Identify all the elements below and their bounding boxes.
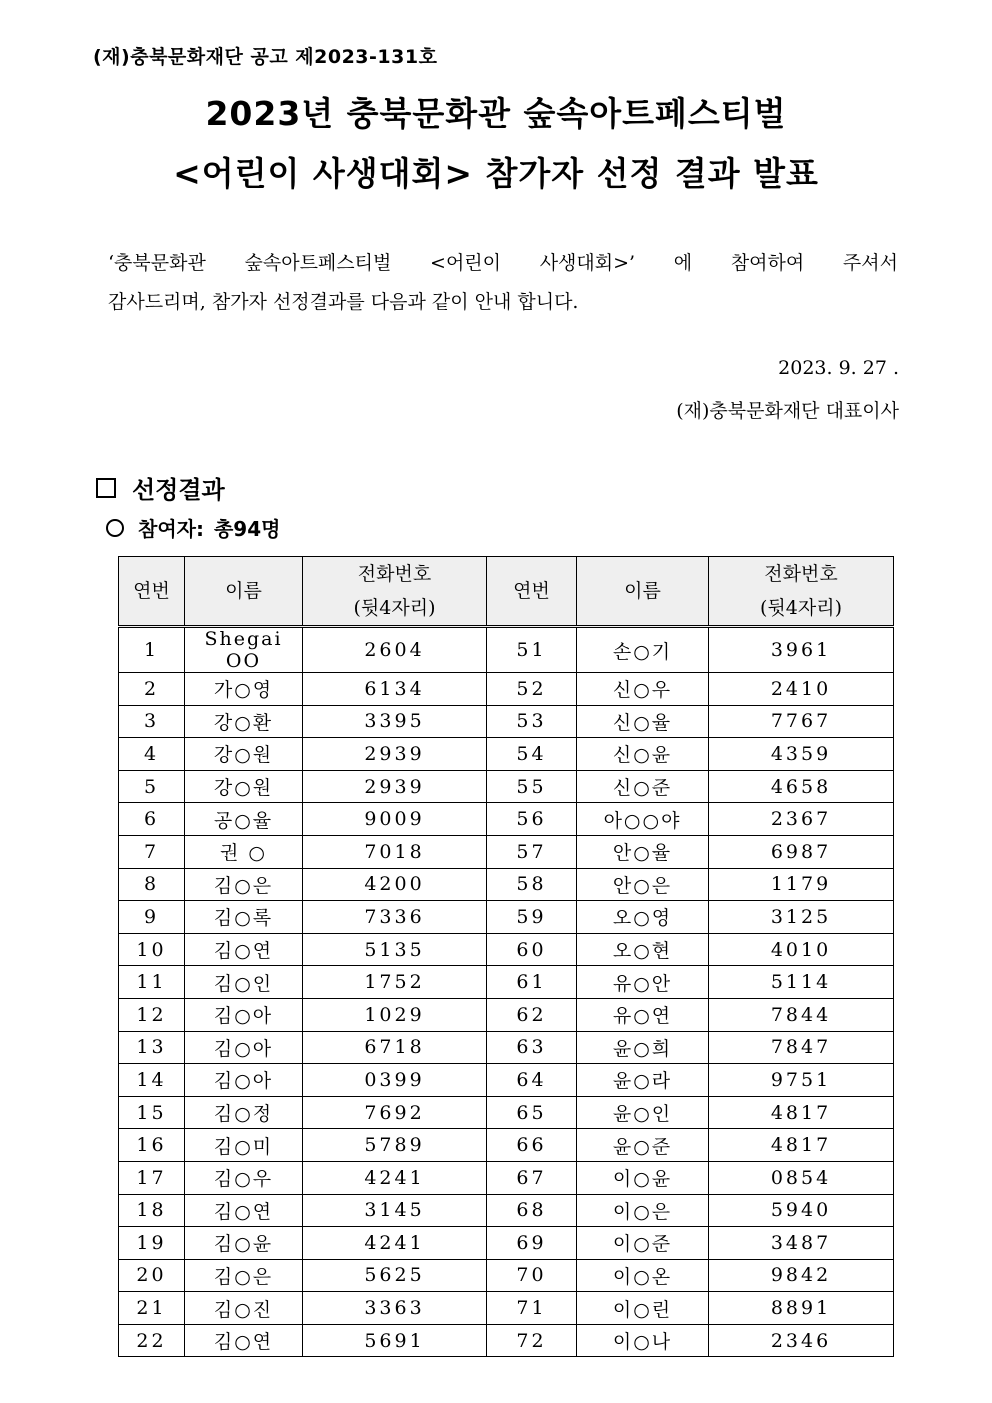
cell-phone: 5789 <box>303 1129 487 1162</box>
cell-name: 안○율 <box>577 835 709 868</box>
cell-phone: 5691 <box>303 1324 487 1357</box>
cell-name: 윤○인 <box>577 1096 709 1129</box>
cell-phone: 7844 <box>709 998 894 1031</box>
table-row <box>119 998 894 1031</box>
intro-paragraph-line-2: 감사드리며, 참가자 선정결과를 다음과 같이 안내 합니다. <box>108 291 579 313</box>
table-row <box>119 1161 894 1194</box>
cell-phone: 0399 <box>303 1064 487 1097</box>
header-phone-left <box>303 557 487 627</box>
results-table <box>118 556 894 1357</box>
cell-phone: 9842 <box>709 1259 894 1292</box>
cell-name: 유○안 <box>577 966 709 999</box>
page-title-line-2: <어린이 사생대회> 참가자 선정 결과 발표 <box>173 154 819 193</box>
table-row <box>119 627 894 673</box>
cell-name: 이○온 <box>577 1259 709 1292</box>
cell-no: 21 <box>119 1292 185 1325</box>
table-row <box>119 1324 894 1357</box>
cell-no: 16 <box>119 1129 185 1162</box>
cell-phone: 3145 <box>303 1194 487 1227</box>
page-title-line-1: 2023년 충북문화관 숲속아트페스티벌 <box>205 94 787 133</box>
cell-name: 김○은 <box>185 1259 303 1292</box>
cell-name: 신○준 <box>577 770 709 803</box>
cell-phone: 4658 <box>709 770 894 803</box>
cell-name: 안○은 <box>577 868 709 901</box>
cell-no: 10 <box>119 933 185 966</box>
cell-no: 64 <box>487 1064 577 1097</box>
cell-phone: 4241 <box>303 1227 487 1260</box>
cell-name: 유○연 <box>577 998 709 1031</box>
table-row <box>119 1031 894 1064</box>
cell-phone: 5940 <box>709 1194 894 1227</box>
cell-name: 신○윤 <box>577 738 709 771</box>
cell-name: 강○원 <box>185 770 303 803</box>
table-row <box>119 901 894 934</box>
cell-phone: 5135 <box>303 933 487 966</box>
circle-bullet-icon <box>106 519 124 537</box>
table-row <box>119 1064 894 1097</box>
cell-phone: 1752 <box>303 966 487 999</box>
cell-name: 이○준 <box>577 1227 709 1260</box>
cell-no: 14 <box>119 1064 185 1097</box>
cell-name: 김○연 <box>185 933 303 966</box>
cell-no: 6 <box>119 803 185 836</box>
table-row <box>119 933 894 966</box>
cell-name: 김○인 <box>185 966 303 999</box>
cell-phone: 7692 <box>303 1096 487 1129</box>
cell-no: 20 <box>119 1259 185 1292</box>
table-header-row <box>119 557 894 627</box>
cell-phone: 2604 <box>303 627 487 673</box>
cell-name: 윤○라 <box>577 1064 709 1097</box>
signer: (재)충북문화재단 대표이사 <box>676 400 899 422</box>
table-row <box>119 966 894 999</box>
header-phone-line2: (뒷4자리) <box>760 597 842 619</box>
cell-phone: 3395 <box>303 705 487 738</box>
cell-name: 권 ○ <box>185 835 303 868</box>
cell-no: 7 <box>119 835 185 868</box>
cell-phone: 5625 <box>303 1259 487 1292</box>
cell-no: 19 <box>119 1227 185 1260</box>
cell-no: 67 <box>487 1161 577 1194</box>
cell-no: 61 <box>487 966 577 999</box>
cell-no: 3 <box>119 705 185 738</box>
cell-name: 김○아 <box>185 998 303 1031</box>
cell-name: 김○아 <box>185 1031 303 1064</box>
table-row <box>119 1194 894 1227</box>
table-row <box>119 705 894 738</box>
cell-no: 72 <box>487 1324 577 1357</box>
cell-name: 이○린 <box>577 1292 709 1325</box>
cell-no: 9 <box>119 901 185 934</box>
section-title: 선정결과 <box>132 476 225 504</box>
cell-name: 신○우 <box>577 673 709 706</box>
cell-phone: 3363 <box>303 1292 487 1325</box>
cell-no: 68 <box>487 1194 577 1227</box>
cell-phone: 6134 <box>303 673 487 706</box>
table-row <box>119 1227 894 1260</box>
cell-phone: 2346 <box>709 1324 894 1357</box>
cell-name: 가○영 <box>185 673 303 706</box>
cell-name: 이○은 <box>577 1194 709 1227</box>
table-row <box>119 1259 894 1292</box>
cell-phone: 6987 <box>709 835 894 868</box>
header-name-left: 이름 <box>185 557 303 627</box>
cell-phone: 3961 <box>709 627 894 673</box>
intro-paragraph-line-1: ‘충북문화관 숲속아트페스티벌 <어린이 사생대회>’ 에 참여하여 주셔서 <box>108 252 898 274</box>
cell-phone: 5114 <box>709 966 894 999</box>
cell-phone: 4817 <box>709 1096 894 1129</box>
cell-no: 5 <box>119 770 185 803</box>
cell-name: 김○아 <box>185 1064 303 1097</box>
cell-no: 63 <box>487 1031 577 1064</box>
cell-phone: 1179 <box>709 868 894 901</box>
cell-phone: 3487 <box>709 1227 894 1260</box>
cell-name: 공○율 <box>185 803 303 836</box>
cell-phone: 7336 <box>303 901 487 934</box>
cell-no: 8 <box>119 868 185 901</box>
cell-name: 김○은 <box>185 868 303 901</box>
cell-phone: 8891 <box>709 1292 894 1325</box>
cell-no: 58 <box>487 868 577 901</box>
cell-phone: 1029 <box>303 998 487 1031</box>
cell-name: 강○원 <box>185 738 303 771</box>
cell-no: 53 <box>487 705 577 738</box>
table-row <box>119 770 894 803</box>
header-no-left: 연번 <box>119 557 185 627</box>
cell-no: 52 <box>487 673 577 706</box>
participants-label: 참여자: <box>138 517 204 541</box>
cell-name: 강○환 <box>185 705 303 738</box>
table-row <box>119 738 894 771</box>
cell-no: 70 <box>487 1259 577 1292</box>
cell-phone: 4200 <box>303 868 487 901</box>
cell-no: 60 <box>487 933 577 966</box>
cell-name: 김○윤 <box>185 1227 303 1260</box>
cell-name: 손○기 <box>577 627 709 673</box>
cell-no: 13 <box>119 1031 185 1064</box>
cell-phone: 4241 <box>303 1161 487 1194</box>
cell-phone: 9751 <box>709 1064 894 1097</box>
cell-name: 김○연 <box>185 1324 303 1357</box>
cell-phone: 7847 <box>709 1031 894 1064</box>
table-row <box>119 1096 894 1129</box>
cell-phone: 9009 <box>303 803 487 836</box>
square-bullet-icon <box>96 478 116 498</box>
table-row <box>119 868 894 901</box>
table-row <box>119 1129 894 1162</box>
cell-name: 김○진 <box>185 1292 303 1325</box>
cell-no: 66 <box>487 1129 577 1162</box>
cell-name: 김○연 <box>185 1194 303 1227</box>
cell-no: 12 <box>119 998 185 1031</box>
cell-no: 62 <box>487 998 577 1031</box>
cell-no: 2 <box>119 673 185 706</box>
table-row <box>119 673 894 706</box>
header-phone-right <box>709 557 894 627</box>
participants-summary <box>106 513 280 542</box>
table-row <box>119 803 894 836</box>
cell-phone: 3125 <box>709 901 894 934</box>
header-phone-line2: (뒷4자리) <box>353 597 436 619</box>
cell-no: 11 <box>119 966 185 999</box>
cell-name: 신○율 <box>577 705 709 738</box>
cell-name: 김○미 <box>185 1129 303 1162</box>
cell-no: 4 <box>119 738 185 771</box>
section-heading <box>96 470 225 505</box>
cell-name: 윤○준 <box>577 1129 709 1162</box>
cell-name: 윤○희 <box>577 1031 709 1064</box>
cell-no: 17 <box>119 1161 185 1194</box>
cell-no: 55 <box>487 770 577 803</box>
header-name-right: 이름 <box>577 557 709 627</box>
participants-count: 총94명 <box>213 517 281 541</box>
table-row <box>119 1292 894 1325</box>
cell-name: 김○록 <box>185 901 303 934</box>
cell-name: 이○윤 <box>577 1161 709 1194</box>
cell-phone: 4817 <box>709 1129 894 1162</box>
cell-phone: 2410 <box>709 673 894 706</box>
header-phone-line1: 전화번호 <box>764 563 838 585</box>
cell-name: 김○우 <box>185 1161 303 1194</box>
cell-phone: 7767 <box>709 705 894 738</box>
cell-no: 1 <box>119 627 185 673</box>
cell-phone: 6718 <box>303 1031 487 1064</box>
cell-name: Shegai OO <box>185 627 303 673</box>
header-no-right: 연번 <box>487 557 577 627</box>
cell-no: 65 <box>487 1096 577 1129</box>
announcement-date: 2023. 9. 27 . <box>778 357 899 379</box>
cell-phone: 2939 <box>303 770 487 803</box>
cell-phone: 7018 <box>303 835 487 868</box>
header-phone-line1: 전화번호 <box>357 563 432 585</box>
cell-phone: 0854 <box>709 1161 894 1194</box>
cell-no: 56 <box>487 803 577 836</box>
cell-name: 김○정 <box>185 1096 303 1129</box>
cell-no: 54 <box>487 738 577 771</box>
cell-phone: 2367 <box>709 803 894 836</box>
cell-phone: 4010 <box>709 933 894 966</box>
cell-name: 이○나 <box>577 1324 709 1357</box>
notice-number: (재)충북문화재단 공고 제2023-131호 <box>93 46 438 68</box>
cell-no: 59 <box>487 901 577 934</box>
cell-name: 아○○야 <box>577 803 709 836</box>
cell-no: 71 <box>487 1292 577 1325</box>
cell-phone: 4359 <box>709 738 894 771</box>
cell-phone: 2939 <box>303 738 487 771</box>
cell-name: 오○현 <box>577 933 709 966</box>
cell-no: 22 <box>119 1324 185 1357</box>
cell-no: 15 <box>119 1096 185 1129</box>
cell-no: 51 <box>487 627 577 673</box>
cell-no: 18 <box>119 1194 185 1227</box>
cell-name: 오○영 <box>577 901 709 934</box>
table-row <box>119 835 894 868</box>
cell-no: 57 <box>487 835 577 868</box>
cell-no: 69 <box>487 1227 577 1260</box>
